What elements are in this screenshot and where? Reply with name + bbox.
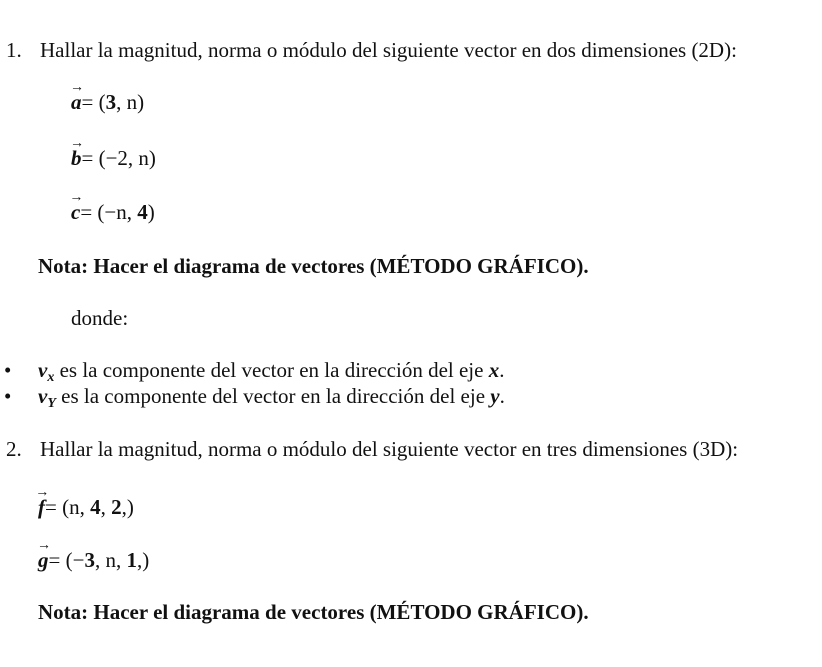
question-1-number: 1. bbox=[6, 38, 22, 62]
vector-c-symbol: → c bbox=[69, 190, 84, 224]
vector-b-line: → b= (−2, n) bbox=[69, 136, 156, 170]
vector-f-symbol: → f bbox=[35, 485, 50, 519]
note-1: Nota: Hacer el diagrama de vectores (MÉTODO GRÁFICO). bbox=[38, 254, 589, 278]
bullet-vx: • $v_x$ es la componente del vector en la dirección del eje x. bbox=[4, 358, 505, 385]
vector-arrow-icon: → bbox=[69, 190, 84, 205]
vector-a-symbol: → a bbox=[69, 80, 84, 114]
vector-arrow-icon: → bbox=[69, 136, 84, 151]
question-2-text: Hallar la magnitud, norma o módulo del siguiente vector en tres dimensiones (3D): bbox=[40, 437, 739, 461]
note-2: Nota: Hacer el diagrama de vectores (MÉTODO GRÁFICO). bbox=[38, 600, 589, 624]
vector-c-line: → c= (−n, 4) bbox=[69, 190, 155, 224]
donde-label: donde: bbox=[71, 306, 129, 330]
question-2 bbox=[6, 439, 738, 460]
vector-g-line: → g= (−3, n, 1,) bbox=[36, 538, 150, 572]
vector-f-line: → f= (n, 4, 2,) bbox=[35, 485, 134, 519]
vector-arrow-icon: → bbox=[35, 485, 50, 500]
vector-a-line: → a= (3, n) bbox=[69, 80, 145, 114]
vector-arrow-icon: → bbox=[36, 538, 51, 553]
vector-b-symbol: → b bbox=[69, 136, 84, 170]
question-1 bbox=[6, 40, 737, 61]
question-1-text: Hallar la magnitud, norma o módulo del siguiente vector en dos dimensiones (2D): bbox=[40, 38, 737, 62]
vector-arrow-icon: → bbox=[69, 80, 84, 95]
vector-g-symbol: → g bbox=[36, 538, 51, 572]
bullet-icon: • bbox=[4, 384, 12, 408]
question-2-number: 2. bbox=[6, 437, 22, 461]
bullet-vy: • $v_Y$ es la componente del vector en la dirección del eje y. bbox=[4, 384, 505, 411]
bullet-icon: • bbox=[4, 358, 12, 382]
